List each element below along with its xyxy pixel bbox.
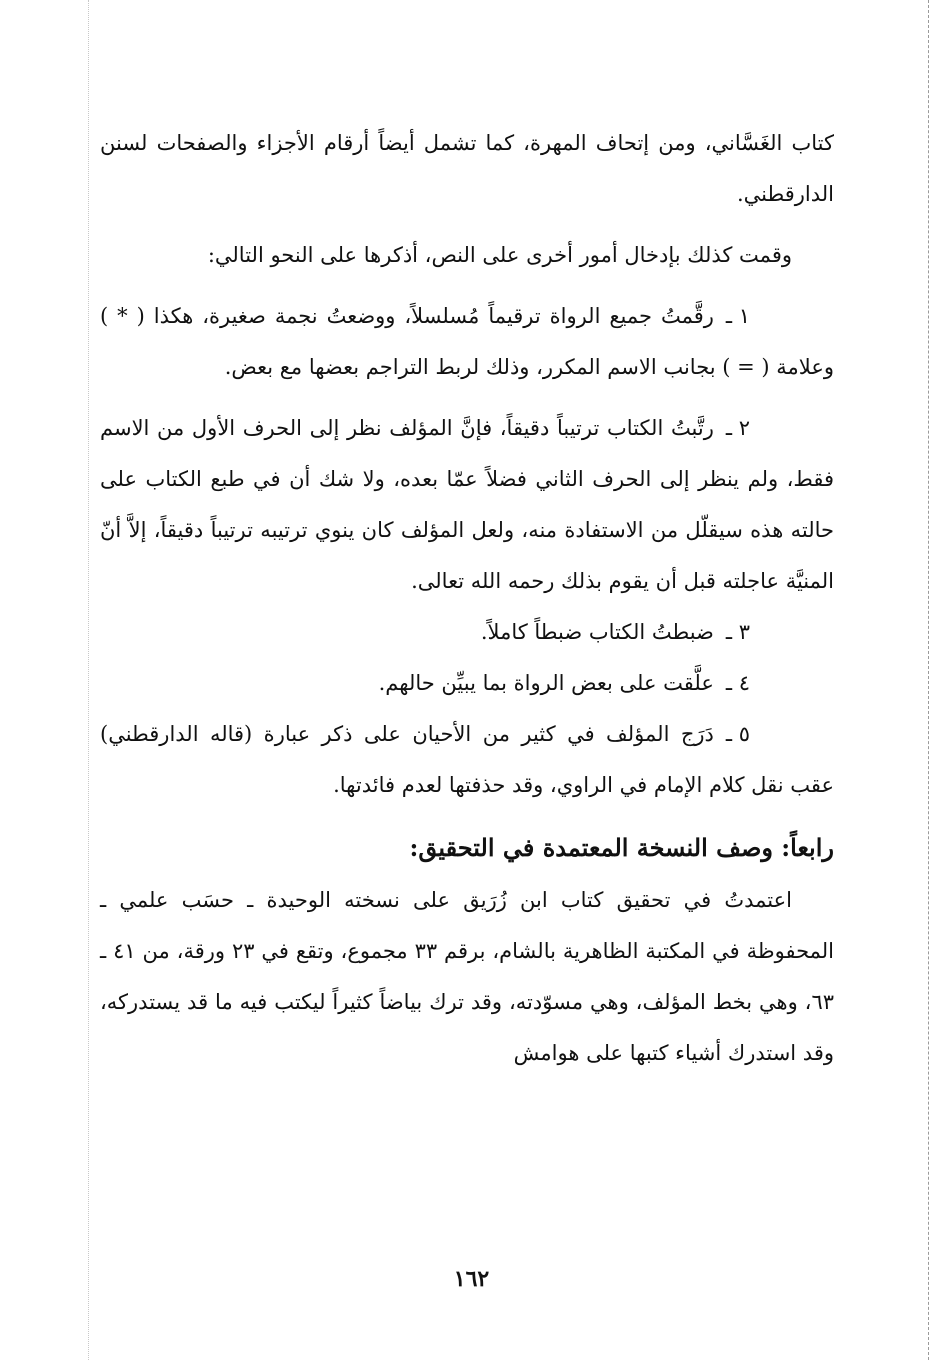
paragraph-additions-intro: وقمت كذلك بإدخال أمور أخرى على النص، أذكرها على النحو التالي: (207, 243, 792, 267)
list-item (100, 709, 834, 811)
list-item-text: دَرَج المؤلف في كثير من الأحيان على ذكر عبارة (قاله الدارقطني) عقب نقل كلام الإمام في الراوي، وقد حذفتها لعدم فائدتها. (100, 722, 834, 797)
list-item-number: ٥ ـ (725, 722, 750, 746)
list-item-text: ضبطتُ الكتاب ضبطاً كاملاً. (480, 620, 714, 644)
list-item-text: علَّقت على بعض الرواة بما يبيِّن حالهم. (378, 671, 714, 695)
list-item-number: ٢ ـ (725, 416, 750, 440)
list-item-text: رقَّمتُ جميع الرواة ترقيماً مُسلسلاً، ووضعتُ نجمة صغيرة، هكذا ( * ) وعلامة ( = ) بجانب الاسم المكرر، وذلك لربط التراجم بعضها مع بعض. (100, 304, 834, 379)
section-heading: رابعاً: وصف النسخة المعتمدة في التحقيق: (409, 833, 834, 862)
page-edge-left (88, 0, 89, 1360)
list-item (100, 658, 834, 709)
paragraph-manuscript-description: اعتمدتُ في تحقيق كتاب ابن زُرَيق على نسخته الوحيدة ـ حسَب علمي ـ المحفوظة في المكتبة الظاهرية بالشام، برقم ٣٣ مجموع، وتقع في ٢٣ ورقة، من ٤١ ـ ٦٣، وهي بخط المؤلف، وهي مسوّدته، وقد ترك بياضاً كثيراً ليكتب فيه ما قد يستدركه، وقد استدرك أشياء كتبها على هوامش (100, 888, 834, 1065)
page-number: ١٦٢ (453, 1266, 490, 1292)
list-item-number: ١ ـ (725, 304, 750, 328)
list-item-number: ٤ ـ (725, 671, 750, 695)
list-item (100, 607, 834, 658)
list-item (100, 291, 834, 393)
paragraph-intro-continuation: كتاب الغَسَّاني، ومن إتحاف المهرة، كما تشمل أيضاً أرقام الأجزاء والصفحات لسنن الدارقطني. (100, 131, 834, 206)
list-item-number: ٣ ـ (725, 620, 750, 644)
page-text-column (100, 118, 834, 1079)
page-edge-right (928, 0, 929, 1360)
list-item-text: رتَّبتُ الكتاب ترتيباً دقيقاً، فإنَّ المؤلف نظر إلى الحرف الأول من الاسم فقط، ولم ينظر إلى الحرف الثاني فضلاً عمّا بعده، ولا شك أن في طبع الكتاب على حالته هذه سيقلّل من الاستفادة منه، ولعل المؤلف كان ينوي ترتيبه ترتيباً دقيقاً، إلاَّ أنّ المنيَّة عاجلته قبل أن يقوم بذلك رحمه الله تعالى. (100, 416, 834, 593)
list-item (100, 403, 834, 607)
